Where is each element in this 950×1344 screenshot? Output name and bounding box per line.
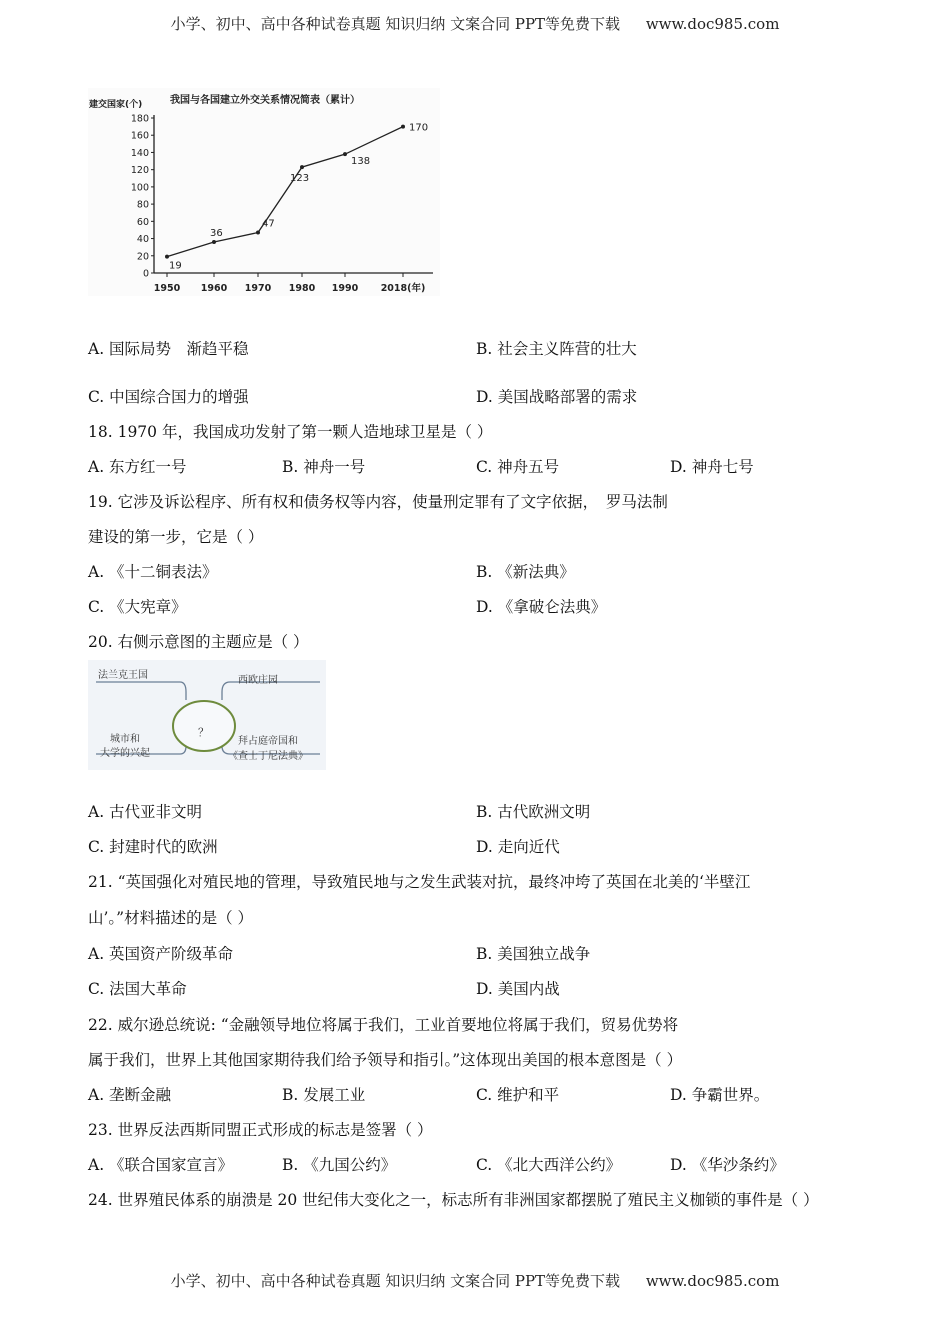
diagram-bottom-left-2: 大学的兴起 [100,748,150,759]
q22-option-d[interactable]: D. 争霸世界。 [670,1086,770,1104]
chart-x-tick-label: 1950 [153,283,181,294]
q21-stem-line2: 山’。”材料描述的是（ ） [88,909,254,927]
q19-option-b[interactable]: B. 《新法典》 [476,563,575,581]
chart-y-tick-label: 160 [130,130,149,142]
chart-ylabel: 建交国家(个) [89,100,143,110]
q20-option-c[interactable]: C. 封建时代的欧洲 [88,838,218,856]
chart-data-point [165,255,169,259]
q20-option-b[interactable]: B. 古代欧洲文明 [476,803,591,821]
chart-data-label: 138 [351,156,371,168]
q22-option-a[interactable]: A. 垄断金融 [88,1086,172,1104]
q21-option-c[interactable]: C. 法国大革命 [88,980,187,998]
q18-stem: 18. 1970 年，我国成功发射了第一颗人造地球卫星是（ ） [88,423,493,441]
chart-series-line [167,127,403,257]
q20-diagram [88,660,326,770]
q23-option-d[interactable]: D. 《华沙条约》 [670,1156,785,1174]
chart-y-tick-label: 0 [142,268,149,280]
diagram-bottom-left-1: 城市和 [110,734,140,745]
page-header [0,13,950,34]
diagram-top-right: 西欧庄园 [238,675,278,686]
chart-y-tick-label: 120 [130,165,149,177]
q20-diagram-svg [88,660,326,770]
chart-x-tick-label: 1990 [331,283,359,294]
q21-stem-line1: 21. “英国强化对殖民地的管理，导致殖民地与之发生武装对抗，最终冲垮了英国在北美的‘半壁江 [88,873,751,891]
chart-y-tick-label: 100 [130,182,149,194]
chart-data-label: 170 [409,122,429,134]
q21-option-b[interactable]: B. 美国独立战争 [476,945,591,963]
q20-option-a[interactable]: A. 古代亚非文明 [88,803,203,821]
footer-text: 小学、初中、高中各种试卷真题 知识归纳 文案合同 PPT等免费下载 [170,1272,621,1290]
chart-y-tick-label: 180 [130,113,149,125]
chart-x-tick-label: 2018(年) [380,283,426,294]
header-url[interactable]: www.doc985.com [645,15,780,33]
q21-option-d[interactable]: D. 美国内战 [476,980,560,998]
q24-stem: 24. 世界殖民体系的崩溃是 20 世纪伟大变化之一，标志所有非洲国家都摆脱了殖民主义枷锁的事件是（ ） [88,1191,819,1209]
footer-url[interactable]: www.doc985.com [645,1272,780,1290]
q20-stem: 20. 右侧示意图的主题应是（ ） [88,633,309,651]
chart-x-tick-label: 1960 [200,283,228,294]
diagram-top-left: 法兰克王国 [98,670,148,681]
chart-y-tick-label: 20 [136,251,149,263]
q22-option-c[interactable]: C. 维护和平 [476,1086,560,1104]
chart-y-tick-label: 80 [136,199,149,211]
q17-option-b[interactable]: B. 社会主义阵营的壮大 [476,340,637,358]
diagram-bottom-right-2: 《查士丁尼法典》 [228,751,308,762]
q18-option-b[interactable]: B. 神舟一号 [282,458,366,476]
header-text: 小学、初中、高中各种试卷真题 知识归纳 文案合同 PPT等免费下载 [170,15,621,33]
chart-svg [88,88,440,296]
chart-data-point [212,240,216,244]
q18-option-c[interactable]: C. 神舟五号 [476,458,560,476]
q17-option-d[interactable]: D. 美国战略部署的需求 [476,388,638,406]
chart-y-tick-label: 40 [136,234,149,246]
q21-option-a[interactable]: A. 英国资产阶级革命 [88,945,234,963]
chart-title: 我国与各国建立外交关系情况简表（累计） [170,95,360,106]
q18-option-d[interactable]: D. 神舟七号 [670,458,754,476]
q23-option-c[interactable]: C. 《北大西洋公约》 [476,1156,622,1174]
chart-x-tick-label: 1980 [288,283,316,294]
diagram-center-question: ？ [198,726,209,739]
q19-stem-line1: 19. 它涉及诉讼程序、所有权和债务权等内容，使量刑定罪有了文字依据， 罗马法制 [88,493,668,511]
chart-data-point [401,125,405,129]
page-footer [0,1270,950,1291]
q19-stem-line2: 建设的第一步，它是（ ） [88,528,264,546]
diplomatic-relations-chart [88,88,440,296]
q23-option-b[interactable]: B. 《九国公约》 [282,1156,397,1174]
q22-stem-line1: 22. 威尔逊总统说: “金融领导地位将属于我们，工业首要地位将属于我们，贸易优势将 [88,1016,679,1034]
chart-data-label: 36 [210,228,223,239]
chart-y-tick-label: 60 [136,216,149,228]
q20-option-d[interactable]: D. 走向近代 [476,838,560,856]
q19-option-a[interactable]: A. 《十二铜表法》 [88,563,218,581]
chart-x-tick-label: 1970 [244,283,272,294]
q23-option-a[interactable]: A. 《联合国家宣言》 [88,1156,234,1174]
q19-option-d[interactable]: D. 《拿破仑法典》 [476,598,607,616]
q17-option-c[interactable]: C. 中国综合国力的增强 [88,388,249,406]
chart-data-label: 47 [262,218,275,230]
q23-stem: 23. 世界反法西斯同盟正式形成的标志是签署（ ） [88,1121,433,1139]
chart-data-label: 19 [169,260,182,272]
q19-option-c[interactable]: C. 《大宪章》 [88,598,187,616]
chart-data-label: 123 [290,173,310,185]
chart-data-point [343,152,347,156]
chart-data-point [300,165,304,169]
chart-data-point [256,231,260,235]
q22-option-b[interactable]: B. 发展工业 [282,1086,366,1104]
diagram-bottom-right-1: 拜占庭帝国和 [238,736,298,747]
q22-stem-line2: 属于我们，世界上其他国家期待我们给予领导和指引。”这体现出美国的根本意图是（ ） [88,1051,683,1069]
q17-option-a[interactable]: A. 国际局势 渐趋平稳 [88,340,249,358]
chart-y-tick-label: 140 [130,147,149,159]
q18-option-a[interactable]: A. 东方红一号 [88,458,187,476]
